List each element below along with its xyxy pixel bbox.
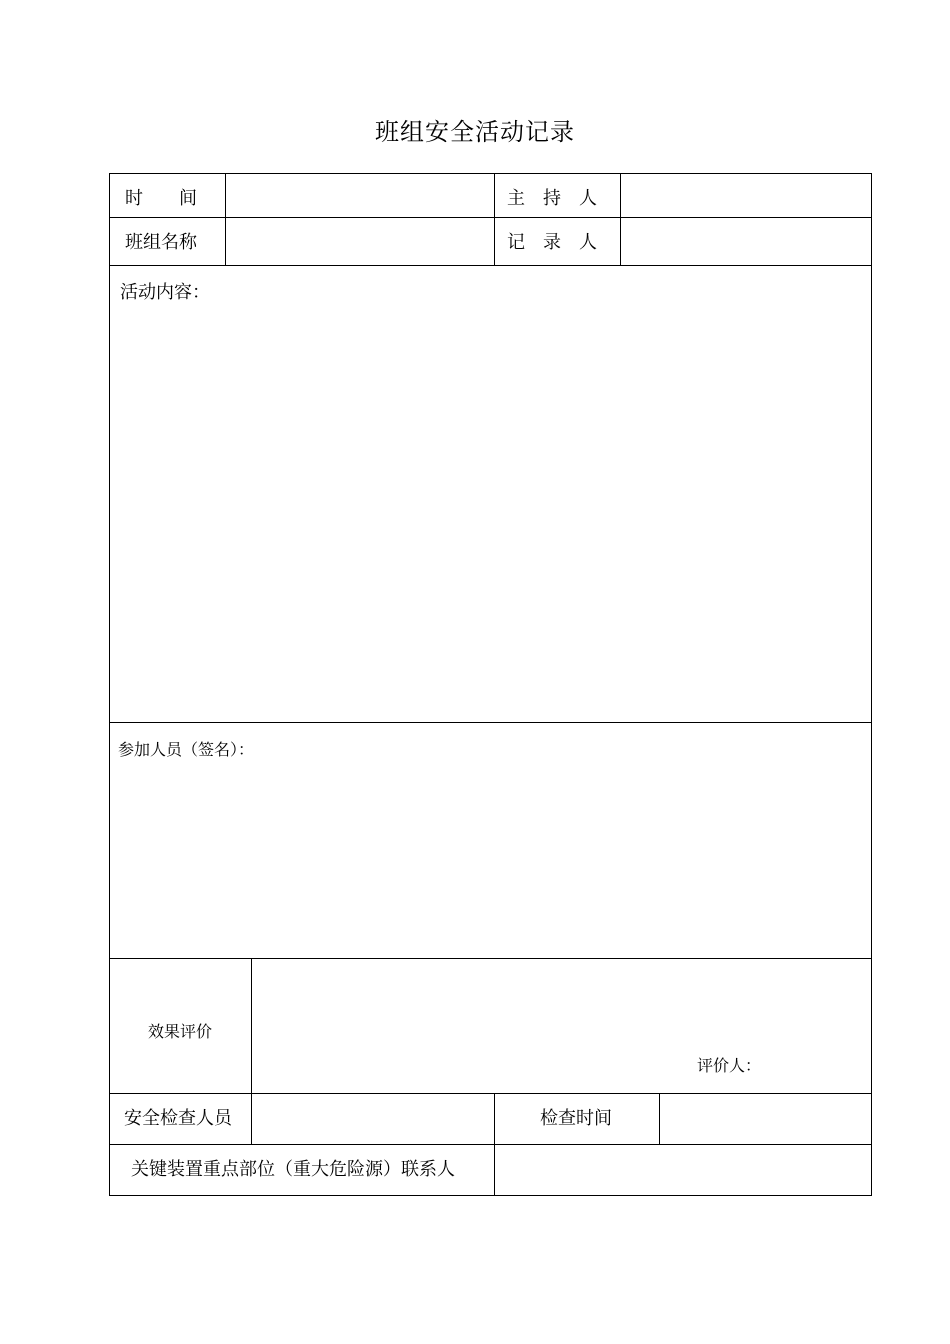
inspector-label: 安全检查人员	[124, 1108, 232, 1129]
activity-content-label: 活动内容：	[120, 282, 210, 303]
contact-person-label: 关键装置重点部位（重大危险源）联系人	[131, 1159, 455, 1180]
participants-field[interactable]	[110, 765, 871, 957]
page-title: 班组安全活动记录	[375, 118, 575, 146]
activity-content-field[interactable]	[110, 305, 871, 720]
row-divider	[109, 265, 872, 266]
host-label: 主 持 人	[507, 188, 597, 209]
inspection-time-field[interactable]	[660, 1094, 871, 1144]
participants-label: 参加人员（签名）：	[118, 740, 255, 759]
evaluator-label: 评价人：	[697, 1056, 762, 1075]
inspection-time-label: 检查时间	[540, 1108, 612, 1129]
evaluation-label: 效果评价	[148, 1022, 213, 1041]
evaluation-field[interactable]	[252, 959, 871, 1093]
time-label: 时 间	[125, 188, 197, 209]
team-name-label: 班组名称	[125, 232, 197, 253]
column-divider	[494, 1093, 495, 1145]
column-divider	[494, 173, 495, 266]
time-field[interactable]	[226, 174, 494, 217]
recorder-field[interactable]	[621, 218, 871, 265]
recorder-label: 记 录 人	[507, 232, 597, 253]
contact-person-field[interactable]	[495, 1145, 871, 1195]
team-name-field[interactable]	[226, 218, 494, 265]
row-divider	[109, 722, 872, 723]
inspector-field[interactable]	[252, 1094, 494, 1144]
host-field[interactable]	[621, 174, 871, 217]
